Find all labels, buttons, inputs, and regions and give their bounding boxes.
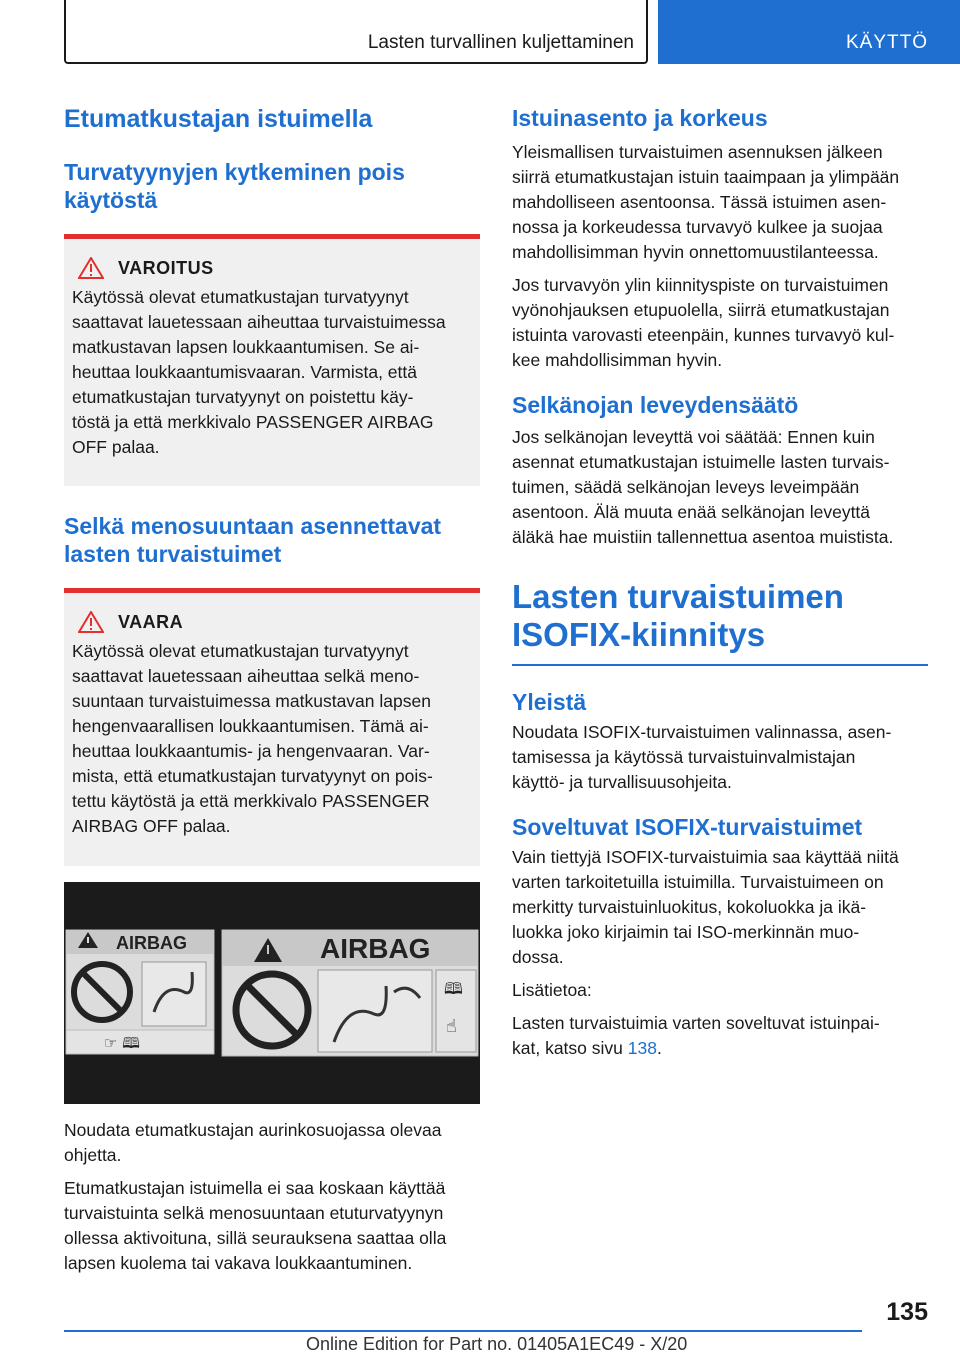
text-line: istuinta varovasti eteenpäin, kunnes turvavyö kul- bbox=[512, 325, 895, 345]
heading-isofix-line2: ISOFIX-kiinnitys bbox=[512, 616, 766, 653]
heading-rear-facing bbox=[64, 512, 480, 568]
airbag-label-figure bbox=[64, 882, 480, 1104]
svg-text:☞ 🕮: ☞ 🕮 bbox=[104, 1034, 140, 1052]
text-line: ohjetta. bbox=[64, 1145, 122, 1165]
footer-divider bbox=[64, 1330, 862, 1332]
danger-line: tettu käytöstä ja että merkkivalo PASSENGER bbox=[72, 791, 430, 811]
text-line: tuimen, säädä selkänojan leveys leveimpään bbox=[512, 477, 860, 497]
danger-label: VAARA bbox=[118, 611, 184, 632]
text-line: merkitty turvaistuinluokitus, kokoluokka ja ikä- bbox=[512, 897, 867, 917]
chapter-tab-label: KÄYTTÖ bbox=[845, 32, 928, 53]
text-line: varten tarkoitetuilla istuimilla. Turvaistuimeen on bbox=[512, 872, 884, 892]
danger-line: AIRBAG OFF palaa. bbox=[72, 816, 231, 836]
warning-line: matkustavan lapsen loukkaantumisen. Se ai- bbox=[72, 337, 420, 357]
text-line: äläkä hae muistiin tallennettua asentoa muistista. bbox=[512, 527, 894, 547]
danger-line: heuttaa loukkaantumis- ja hengenvaaran. Var- bbox=[72, 741, 430, 761]
text-line: nossa ja korkeudessa turvavyö kulkee ja suojaa bbox=[512, 217, 883, 237]
warning-text bbox=[72, 285, 472, 460]
warning-line: töstä ja että merkkivalo PASSENGER AIRBAG bbox=[72, 412, 434, 432]
text-line: Noudata etumatkustajan aurinkosuojassa olevaa bbox=[64, 1120, 442, 1140]
paragraph-never-rear-facing bbox=[64, 1176, 480, 1276]
text-line: ollessa aktivoituna, sillä seurauksena saattaa olla bbox=[64, 1228, 447, 1248]
small-airbag-sticker bbox=[66, 930, 214, 1054]
warning-line: saattavat lauetessaan aiheuttaa turvaistuimessa bbox=[72, 312, 446, 332]
paragraph-general bbox=[512, 720, 928, 795]
paragraph-belt-anchor bbox=[512, 273, 928, 373]
text-line: Noudata ISOFIX-turvaistuimen valinnassa, asen- bbox=[512, 722, 892, 742]
heading-isofix bbox=[512, 578, 928, 654]
heading-front-seat: Etumatkustajan istuimella bbox=[64, 105, 373, 133]
text-line: asennat etumatkustajan istuimelle lasten turvais- bbox=[512, 452, 890, 472]
heading-airbag-off-line1: Turvatyynyjen kytkeminen pois bbox=[64, 159, 405, 185]
text-line: Jos selkänojan leveyttä voi säätää: Ennen kuin bbox=[512, 427, 875, 447]
heading-seat-position: Istuinasento ja korkeus bbox=[512, 105, 768, 131]
text-line: Jos turvavyön ylin kiinnityspiste on turvaistuimen bbox=[512, 275, 889, 295]
paragraph-backrest-width bbox=[512, 425, 928, 550]
heading-rear-facing-line2: lasten turvaistuimet bbox=[64, 541, 282, 567]
svg-text:🕮: 🕮 bbox=[444, 979, 463, 998]
danger-line: saattavat lauetessaan aiheuttaa selkä meno- bbox=[72, 666, 420, 686]
text-line: kee mahdollisimman hyvin. bbox=[512, 350, 723, 370]
text-line: lapsen kuolema tai vakava loukkaantuminen. bbox=[64, 1253, 413, 1273]
heading-rear-facing-line1: Selkä menosuuntaan asennettavat bbox=[64, 513, 442, 539]
danger-box bbox=[64, 588, 480, 866]
warning-line: OFF palaa. bbox=[72, 437, 160, 457]
left-column bbox=[64, 104, 480, 1276]
text-line: dossa. bbox=[512, 947, 564, 967]
heading-airbag-off bbox=[64, 158, 480, 214]
text-line: mahdollisimman hyvin onnettomuustilanteessa. bbox=[512, 242, 879, 262]
heading-airbag-off-line2: käytöstä bbox=[64, 187, 158, 213]
danger-triangle-icon bbox=[78, 611, 104, 633]
text-line: käyttö- ja turvallisuusohjeita. bbox=[512, 772, 732, 792]
text-line: Yleismallisen turvaistuimen asennuksen jälkeen bbox=[512, 142, 883, 162]
text-line: kat, katso sivu bbox=[512, 1038, 628, 1058]
right-column bbox=[512, 104, 928, 1061]
warning-line: etumatkustajan turvatyynyt on poistettu käy- bbox=[72, 387, 414, 407]
text-line: tamisessa ja käytössä turvaistuinvalmistajan bbox=[512, 747, 856, 767]
text-line: Lasten turvaistuimia varten soveltuvat istuinpai- bbox=[512, 1013, 880, 1033]
warning-line: Käytössä olevat etumatkustajan turvatyynyt bbox=[72, 287, 409, 307]
text-line: vyönohjauksen etupuolella, siirrä etumatkustajan bbox=[512, 300, 890, 320]
footer-edition: Online Edition for Part no. 01405A1EC49 - X/20 bbox=[306, 1334, 688, 1354]
paragraph-seat-position bbox=[512, 140, 928, 265]
warning-triangle-icon bbox=[78, 257, 104, 279]
text-line: Vain tiettyjä ISOFIX-turvaistuimia saa käyttää niitä bbox=[512, 847, 899, 867]
warning-line: heuttaa loukkaantumisvaaran. Varmista, että bbox=[72, 362, 418, 382]
warning-label: VAROITUS bbox=[118, 257, 214, 278]
warning-box bbox=[64, 234, 480, 486]
large-airbag-sticker bbox=[222, 930, 478, 1056]
small-sticker-airbag-text: AIRBAG bbox=[116, 933, 187, 953]
heading-suitable-isofix: Soveltuvat ISOFIX-turvaistuimet bbox=[512, 814, 863, 840]
danger-line: suuntaan turvaistuimessa matkustavan lapsen bbox=[72, 691, 431, 711]
text-line: luokka joko kirjaimin tai ISO-merkinnän muo- bbox=[512, 922, 860, 942]
heading-isofix-line1: Lasten turvaistuimen bbox=[512, 578, 844, 615]
text-line: turvaistuinta selkä menosuuntaan etuturvatyynyn bbox=[64, 1203, 444, 1223]
text-line: Etumatkustajan istuimella ei saa koskaan käyttää bbox=[64, 1178, 446, 1198]
page-link-138[interactable]: 138 bbox=[627, 1038, 657, 1058]
header-section-box bbox=[64, 0, 648, 64]
text-line: asentoon. Älä muuta enää selkänojan leveyttä bbox=[512, 502, 871, 522]
paragraph-reference bbox=[512, 1011, 928, 1061]
section-title: Lasten turvallinen kuljettaminen bbox=[367, 32, 634, 53]
airbag-label-illustration bbox=[64, 882, 480, 1104]
paragraph-more-info: Lisätietoa: bbox=[512, 980, 592, 1000]
heading-backrest-width: Selkänojan leveydensäätö bbox=[512, 392, 799, 418]
danger-text bbox=[72, 639, 472, 839]
large-sticker-airbag-text: AIRBAG bbox=[320, 933, 431, 964]
danger-line: hengenvaarallisen loukkaantumisen. Tämä ai- bbox=[72, 716, 429, 736]
heading-general: Yleistä bbox=[512, 689, 587, 715]
text-line: siirrä etumatkustajan istuin taaimpaan ja ylimpään bbox=[512, 167, 900, 187]
danger-line: Käytössä olevat etumatkustajan turvatyynyt bbox=[72, 641, 409, 661]
text-line: mahdolliseen asentoonsa. Tässä istuimen asen- bbox=[512, 192, 887, 212]
danger-line: mista, että etumatkustajan turvatyynyt on pois- bbox=[72, 766, 433, 786]
paragraph-suitable-isofix bbox=[512, 845, 928, 970]
svg-text:☝: ☝ bbox=[446, 1016, 457, 1037]
page-number: 135 bbox=[886, 1298, 928, 1326]
chapter-tab[interactable] bbox=[658, 0, 960, 64]
paragraph-sun-visor bbox=[64, 1118, 480, 1168]
text-line: . bbox=[656, 1038, 662, 1058]
